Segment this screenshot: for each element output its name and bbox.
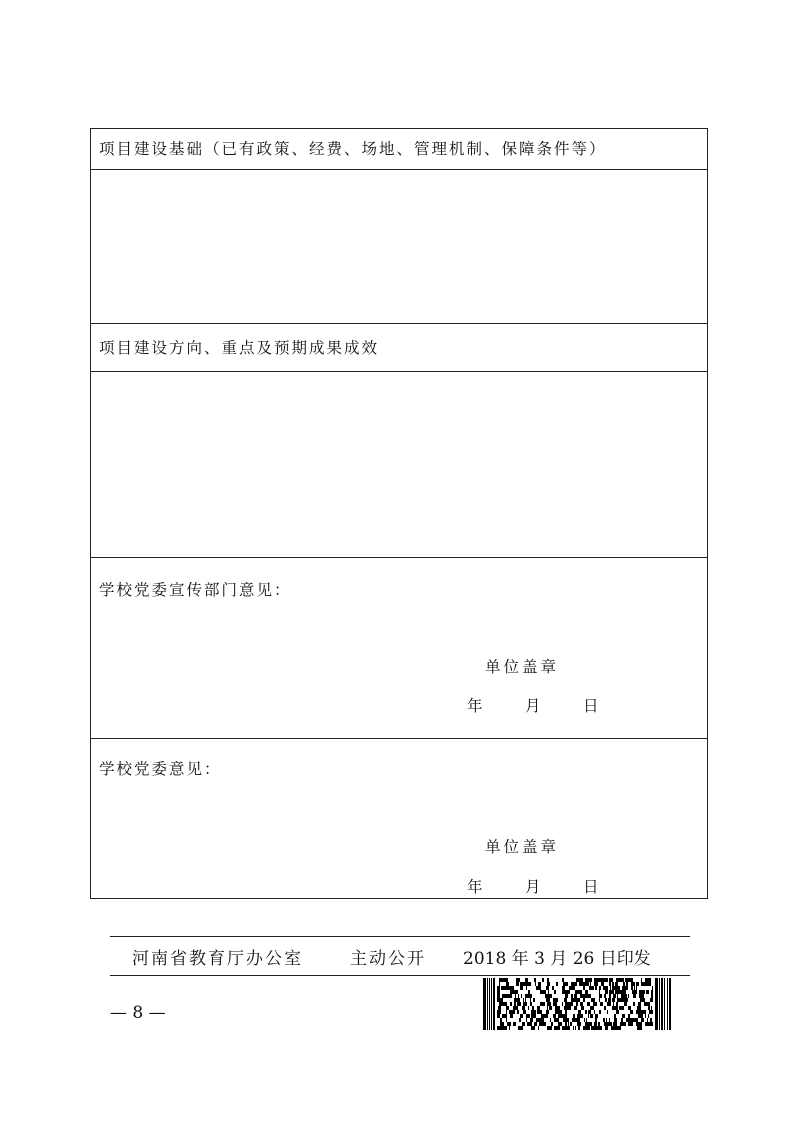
issue-date: 2018 年 3 月 26 日印发 xyxy=(463,949,651,969)
date-month: 月 xyxy=(525,697,541,715)
date-year: 年 xyxy=(467,697,483,715)
basis-content-area xyxy=(91,170,707,324)
date-year: 年 xyxy=(467,878,483,896)
basis-heading: 项目建设基础（已有政策、经费、场地、管理机制、保障条件等） xyxy=(91,129,707,170)
footer-top-rule xyxy=(110,936,690,937)
propaganda-dept-opinion-cell xyxy=(91,558,707,739)
direction-content-area xyxy=(91,372,707,558)
issuer: 河南省教育厅办公室 xyxy=(132,949,303,969)
propaganda-dept-opinion-label: 学校党委宣传部门意见： xyxy=(99,581,292,599)
party-committee-opinion-label: 学校党委意见： xyxy=(99,760,222,778)
date-day: 日 xyxy=(583,878,599,896)
date-line xyxy=(467,875,599,897)
direction-heading: 项目建设方向、重点及预期成果成效 xyxy=(91,324,707,372)
party-committee-opinion-cell xyxy=(91,739,707,898)
application-form-table xyxy=(90,128,708,899)
seal-label: 单位盖章 xyxy=(485,838,560,856)
date-line xyxy=(467,694,599,716)
disclosure-type: 主动公开 xyxy=(350,949,426,969)
pdf417-barcode-icon xyxy=(483,978,671,1030)
page-number: — 8 — xyxy=(110,1003,166,1023)
date-month: 月 xyxy=(525,878,541,896)
date-day: 日 xyxy=(583,697,599,715)
footer-bottom-rule xyxy=(110,975,690,976)
seal-label: 单位盖章 xyxy=(485,658,560,676)
